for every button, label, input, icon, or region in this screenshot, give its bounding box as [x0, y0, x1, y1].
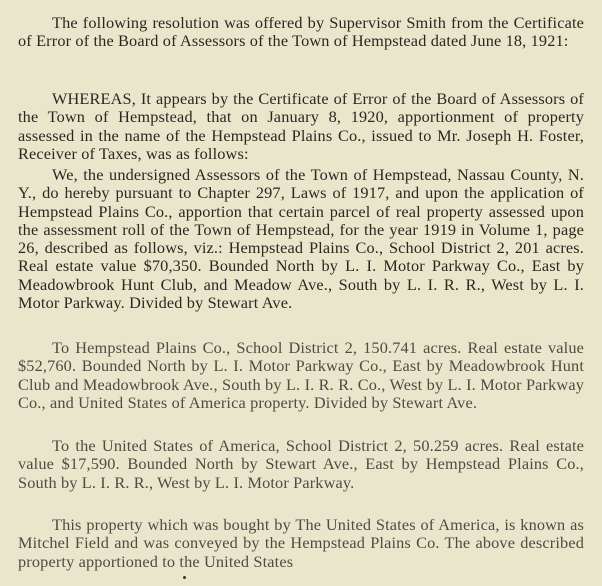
- paragraph-resolution-intro: The following resolution was offered by Supervisor Smith from the Certificate of Error of the Board of Assessors of the Town of Hempstead dated June 18, 1921:: [18, 13, 584, 51]
- paragraph-united-states-portion: To the United States of America, School District 2, 50.259 acres. Real estate value $17,590. Bounded North by Stewart Ave., East by Hempstead Plains Co., South by L. I. R. R., West by L. I. Motor Parkway.: [18, 436, 584, 492]
- paper-speck: [183, 576, 186, 579]
- paragraph-whereas: WHEREAS, It appears by the Certificate of Error of the Board of Assessors of the Town of Hempstead, that on January 8, 1920, apportionment of property assessed in the name of the Hempstead Plains Co., issued to Mr. Joseph H. Foster, Receiver of Taxes, was as follows:: [18, 89, 584, 163]
- paragraph-apportionment: We, the undersigned Assessors of the Town of Hempstead, Nassau County, N. Y., do hereby pursuant to Chapter 297, Laws of 1917, and upon the application of Hempstead Plains Co., apportion that certain parcel of real property assessed upon the assessment roll of the Town of Hempstead, for the year 1919 in Volume 1, page 26, described as follows, viz.: Hempstead Plains Co., School District 2, 201 acres. Real estate value $70,350. Bounded North by L. I. Motor Parkway Co., East by Meadowbrook Hunt Club, and Meadow Ave., South by L. I. R. R., West by L. I. Motor Parkway. Divided by Stewart Ave.: [18, 165, 584, 313]
- paragraph-hempstead-plains-portion: To Hempstead Plains Co., School District 2, 150.741 acres. Real estate value $52,760. Bounded North by L. I. Motor Parkway Co., East by Meadowbrook Hunt Club and Meadowbrook Ave., South by L. I. R. R. Co., West by L. I. Motor Parkway Co., and United States of America property. Divided by Stewart Ave.: [18, 338, 584, 412]
- paragraph-mitchel-field: This property which was bought by The United States of America, is known as Mitchel Field and was conveyed by the Hempstead Plains Co. The above described property apportioned to the United States: [18, 515, 584, 571]
